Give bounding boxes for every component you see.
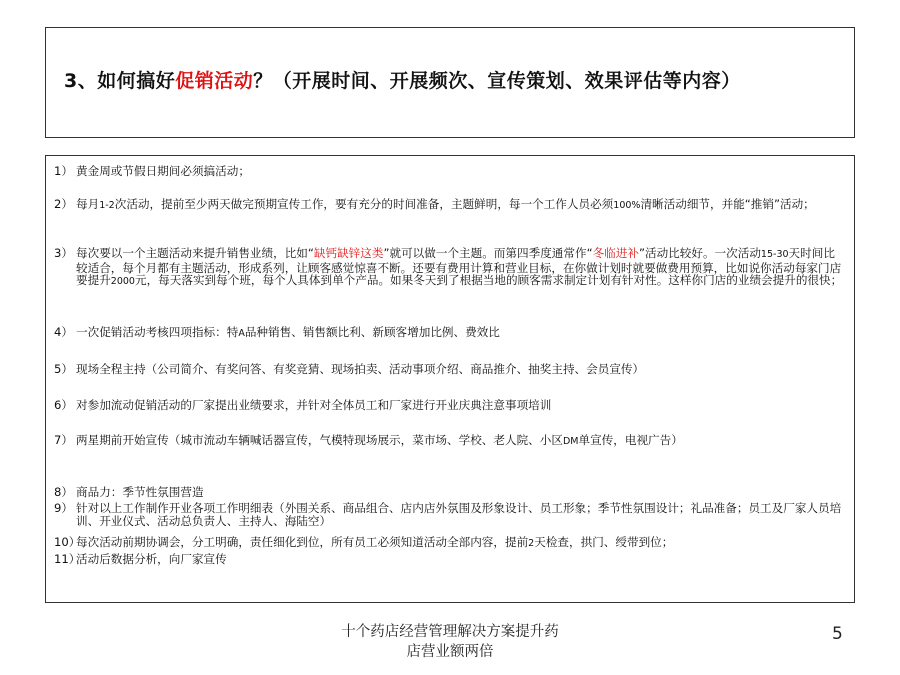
list-item xyxy=(54,434,849,449)
highlight-text: 缺钙缺锌这类 xyxy=(313,246,384,260)
list-item xyxy=(54,198,849,213)
item-text: 一次促销活动考核四项指标：特A品种销售、销售额比利、新顾客增加比例、费效比 xyxy=(76,325,500,339)
item-number: 11） xyxy=(54,552,81,566)
item-text: 商品力：季节性氛围营造 xyxy=(76,485,204,499)
item-text: 每月1-2次活动，提前至少两天做完预期宣传工作，要有充分的时间准备，主题鲜明，每一个工作人员必须100%清晰活动细节，并能“推销”活动； xyxy=(76,197,815,211)
item-text: 每次活动前期协调会，分工明确，责任细化到位，所有员工必须知道活动全部内容，提前2天检查，拱门、绶带到位； xyxy=(76,535,674,549)
item-number: 5） xyxy=(54,362,73,376)
item-number: 9） xyxy=(54,501,73,515)
title-highlight: 促销活动 xyxy=(175,70,254,92)
item-text: 两星期前开始宣传（城市流动车辆喊话器宣传，气模特现场展示，菜市场、学校、老人院、小区DM单宣传，电视广告） xyxy=(76,433,683,447)
item-text: 针对以上工作制作开业各项工作明细表（外围关系、商品组合、店内店外氛围及形象设计、员工形象；季节性氛围设计；礼品准备；员工及厂家人员培训、开业仪式、活动总负责人、主持人、海陆空） xyxy=(76,501,842,528)
item-text: 活动后数据分析，向厂家宣传 xyxy=(76,552,227,566)
item-number: 6） xyxy=(54,398,73,412)
content-box xyxy=(45,155,855,603)
item-text: 每次要以一个主题活动来提升销售业绩，比如“缺钙缺锌这类”就可以做一个主题。而第四季度通常作“冬临进补”活动比较好。一次活动15-30天时间比较适合，每个月都有主题活动，形成系列，让顾客感觉惊喜不断。还要有费用计算和营业目标，在你做计划时就要做费用预算，比如说你活动每家门店要提升2000元，每天落实到每个班，每个人具体到单个产品。如果冬天到了根据当地的顾客需求制定计划有针对性。这样你门店的业绩会提升的很快； xyxy=(76,246,843,287)
item-number: 1） xyxy=(54,164,73,178)
list-item xyxy=(54,553,849,566)
list-item xyxy=(54,363,849,376)
slide-title xyxy=(64,66,741,93)
item-text: 现场全程主持（公司简介、有奖问答、有奖竞猜、现场拍卖、活动事项介绍、商品推介、抽奖主持、会员宣传） xyxy=(76,362,645,376)
item-text: 黄金周或节假日期间必须搞活动； xyxy=(76,164,250,178)
list-item xyxy=(54,399,849,412)
list-item xyxy=(54,247,849,289)
list-item xyxy=(54,486,849,499)
title-prefix: 3、如何搞好 xyxy=(64,70,176,92)
page-number: 5 xyxy=(832,624,843,644)
footer-line-1: 十个药店经营管理解决方案提升药 xyxy=(341,624,559,640)
list-item xyxy=(54,326,849,341)
item-number: 7） xyxy=(54,433,73,447)
list-item xyxy=(54,536,849,551)
item-number: 8） xyxy=(54,485,73,499)
footer-line-2: 店营业额两倍 xyxy=(406,644,494,660)
item-number: 3） xyxy=(54,246,73,260)
footer-caption xyxy=(280,622,620,662)
title-suffix: ？（开展时间、开展频次、宣传策划、效果评估等内容） xyxy=(253,70,741,92)
list-item xyxy=(54,165,849,178)
item-number: 10） xyxy=(54,535,81,549)
item-text: 对参加流动促销活动的厂家提出业绩要求，并针对全体员工和厂家进行开业庆典注意事项培训 xyxy=(76,398,552,412)
item-number: 2） xyxy=(54,197,73,211)
title-box xyxy=(45,27,855,138)
highlight-text: 冬临进补 xyxy=(592,246,639,260)
list-item xyxy=(54,502,849,527)
item-number: 4） xyxy=(54,325,73,339)
